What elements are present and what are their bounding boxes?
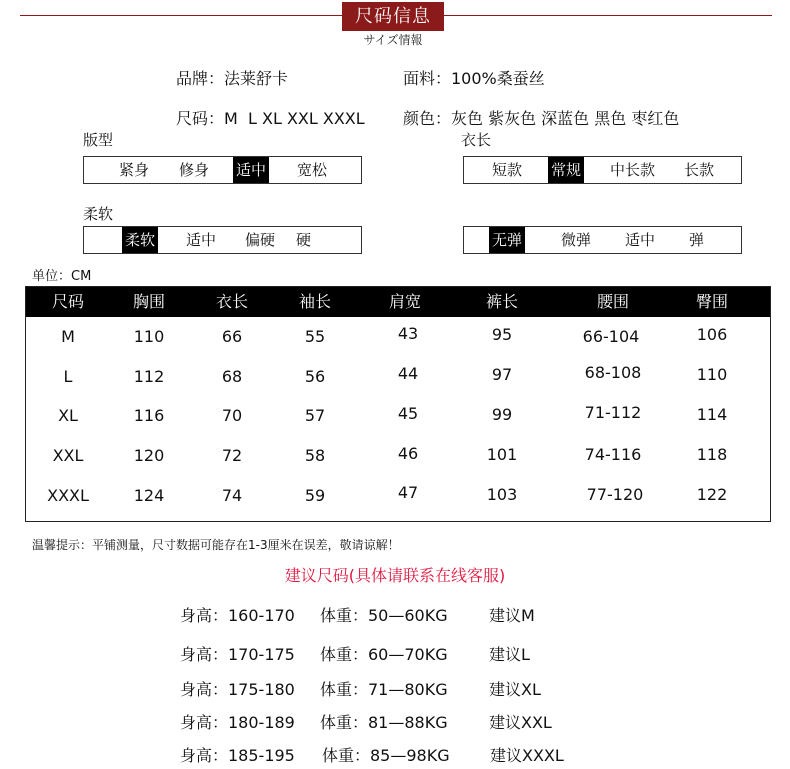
unit-label: 单位：CM <box>32 269 92 284</box>
rec-weight: 体重：81—88KG <box>320 713 448 732</box>
table-cell: 66-104 <box>582 327 640 346</box>
table-cell: 47 <box>397 483 419 502</box>
softness-option-selected[interactable]: 柔软 <box>122 227 158 253</box>
table-cell: 74 <box>221 486 243 505</box>
elasticity-option[interactable]: 弹 <box>689 231 705 249</box>
table-cell: 120 <box>133 446 165 465</box>
elasticity-option-selected[interactable]: 无弹 <box>489 227 525 253</box>
table-cell: 71-112 <box>584 403 642 422</box>
table-cell: 55 <box>304 327 326 346</box>
elasticity-options <box>463 226 742 254</box>
table-cell: 122 <box>696 485 728 504</box>
table-cell: XL <box>58 406 78 425</box>
table-cell: 99 <box>491 405 513 424</box>
colors-info: 颜色：灰色 紫灰色 深蓝色 黑色 枣红色 <box>403 109 680 128</box>
fit-option[interactable]: 紧身 <box>119 161 150 179</box>
rec-size: 建议M <box>489 606 535 625</box>
length-option[interactable]: 中长款 <box>610 161 656 179</box>
table-cell: 68 <box>221 367 243 386</box>
table-cell: 77-120 <box>586 485 644 504</box>
length-label: 衣长 <box>461 131 492 149</box>
page-title: 尺码信息 <box>342 2 444 31</box>
table-cell: 68-108 <box>584 363 642 382</box>
softness-option[interactable]: 适中 <box>186 231 217 249</box>
table-cell: XXL <box>52 446 84 465</box>
rec-weight: 体重：71—80KG <box>320 680 448 699</box>
rec-weight: 体重：85—98KG <box>322 746 450 765</box>
table-cell: 56 <box>304 367 326 386</box>
fit-option[interactable]: 修身 <box>179 161 210 179</box>
table-cell: 116 <box>133 406 165 425</box>
table-cell: XXXL <box>47 486 89 505</box>
table-cell: L <box>63 367 73 386</box>
rec-size: 建议XXXL <box>490 746 564 765</box>
elasticity-option[interactable]: 适中 <box>625 231 656 249</box>
table-cell: 97 <box>491 365 513 384</box>
rec-size: 建议XL <box>489 680 541 699</box>
table-header <box>26 287 770 317</box>
table-cell: 44 <box>397 364 419 383</box>
brand-info: 品牌：法莱舒卡 <box>176 69 289 88</box>
header-cell: 尺码 <box>51 292 85 311</box>
table-cell: 57 <box>304 406 326 425</box>
rec-height: 身高：180-189 <box>180 713 295 732</box>
rec-height: 身高：175-180 <box>180 680 295 699</box>
softness-option[interactable]: 偏硬 <box>245 231 276 249</box>
fit-options <box>83 156 362 184</box>
table-cell: 66 <box>221 327 243 346</box>
fit-option[interactable]: 宽松 <box>297 161 328 179</box>
size-table <box>25 286 771 522</box>
rec-size: 建议L <box>489 645 530 664</box>
table-cell: 43 <box>397 324 419 343</box>
table-cell: M <box>61 327 75 346</box>
fit-label: 版型 <box>83 131 114 149</box>
header-cell: 袖长 <box>298 292 332 311</box>
rec-height: 身高：170-175 <box>180 645 295 664</box>
softness-option[interactable]: 硬 <box>296 231 312 249</box>
table-cell: 110 <box>696 365 728 384</box>
softness-options <box>83 226 362 254</box>
header-cell: 肩宽 <box>388 292 422 311</box>
length-option[interactable]: 短款 <box>492 161 523 179</box>
header-cell: 腰围 <box>596 292 630 311</box>
table-cell: 58 <box>304 446 326 465</box>
table-cell: 114 <box>696 405 728 424</box>
table-cell: 46 <box>397 444 419 463</box>
page-subtitle: サイズ情報 <box>363 33 423 47</box>
header-cell: 衣长 <box>215 292 249 311</box>
header-cell: 裤长 <box>485 292 519 311</box>
sizes-info: 尺码：M L XL XXL XXXL <box>176 109 365 128</box>
table-cell: 106 <box>696 325 728 344</box>
table-cell: 74-116 <box>584 445 642 464</box>
suggest-title: 建议尺码(具体请联系在线客服) <box>284 566 506 585</box>
rec-height: 身高：185-195 <box>180 746 295 765</box>
table-cell: 124 <box>133 486 165 505</box>
table-cell: 45 <box>397 404 419 423</box>
rec-weight: 体重：60—70KG <box>320 645 448 664</box>
measurement-tip: 温馨提示：平铺测量，尺寸数据可能存在1-3厘米在误差，敬请谅解！ <box>32 538 400 552</box>
header-cell: 臀围 <box>695 292 729 311</box>
table-cell: 95 <box>491 325 513 344</box>
rec-weight: 体重：50—60KG <box>320 606 448 625</box>
table-cell: 70 <box>221 406 243 425</box>
softness-label: 柔软 <box>83 205 114 223</box>
length-option[interactable]: 长款 <box>684 161 715 179</box>
table-cell: 103 <box>486 485 518 504</box>
header-line-left <box>20 15 342 16</box>
length-option-selected[interactable]: 常规 <box>548 157 584 183</box>
fit-option-selected[interactable]: 适中 <box>233 157 269 183</box>
elasticity-option[interactable]: 微弹 <box>561 231 592 249</box>
header-line-right <box>444 15 772 16</box>
table-cell: 72 <box>221 446 243 465</box>
table-cell: 110 <box>133 327 165 346</box>
table-cell: 59 <box>304 486 326 505</box>
header-cell: 胸围 <box>132 292 166 311</box>
table-cell: 101 <box>486 445 518 464</box>
fabric-info: 面料：100%桑蚕丝 <box>403 69 545 88</box>
table-cell: 112 <box>133 367 165 386</box>
length-options <box>463 156 742 184</box>
rec-size: 建议XXL <box>489 713 552 732</box>
table-cell: 118 <box>696 445 728 464</box>
rec-height: 身高：160-170 <box>180 606 295 625</box>
